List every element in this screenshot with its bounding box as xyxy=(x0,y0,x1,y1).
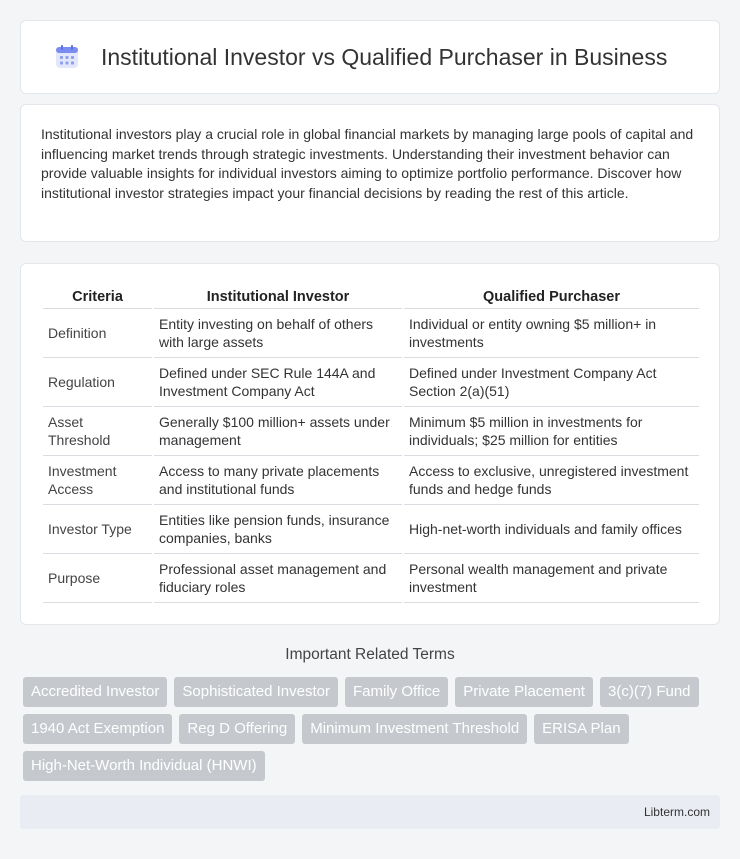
qualified-cell: Minimum $5 million in investments for individuals; $25 million for entities xyxy=(403,406,699,455)
intro-text: Institutional investors play a crucial role in global financial markets by managing large pools of capital and influencing market trends through strategic investments. Understanding their investment behavior can provide valuable insights for individual investors aiming to optimize portfolio performance. Discover how institutional investor strategies impact your financial decisions by reading the rest of this article. xyxy=(41,126,694,201)
header-institutional-investor: Institutional Investor xyxy=(153,286,403,308)
tag-sophisticated-investor[interactable]: Sophisticated Investor xyxy=(174,677,338,707)
qualified-cell: Individual or entity owning $5 million+ in investments xyxy=(403,308,699,357)
header-qualified-purchaser: Qualified Purchaser xyxy=(403,286,699,308)
tag-accredited-investor[interactable]: Accredited Investor xyxy=(23,677,167,707)
tag-3c7-fund[interactable]: 3(c)(7) Fund xyxy=(600,677,699,707)
tag-erisa-plan[interactable]: ERISA Plan xyxy=(534,714,628,744)
criteria-cell: Regulation xyxy=(43,357,153,406)
tag-family-office[interactable]: Family Office xyxy=(345,677,448,707)
tag-1940-act-exemption[interactable]: 1940 Act Exemption xyxy=(23,714,172,744)
criteria-cell: Definition xyxy=(43,308,153,357)
institutional-cell: Professional asset management and fiduciary roles xyxy=(153,553,403,602)
qualified-cell: High-net-worth individuals and family offices xyxy=(403,504,699,553)
table-row xyxy=(43,553,699,602)
table-row xyxy=(43,357,699,406)
related-terms-heading: Important Related Terms xyxy=(285,646,455,663)
page-title: Institutional Investor vs Qualified Purchaser in Business xyxy=(101,43,668,70)
header-criteria: Criteria xyxy=(43,286,153,308)
criteria-cell: Investment Access xyxy=(43,455,153,504)
tag-reg-d-offering[interactable]: Reg D Offering xyxy=(179,714,295,744)
intro-card xyxy=(20,104,720,242)
criteria-cell: Investor Type xyxy=(43,504,153,553)
table-row xyxy=(43,308,699,357)
comparison-table-card xyxy=(20,263,720,625)
criteria-cell: Asset Threshold xyxy=(43,406,153,455)
table-row xyxy=(43,504,699,553)
tag-minimum-investment-threshold[interactable]: Minimum Investment Threshold xyxy=(302,714,527,744)
related-terms-list xyxy=(23,677,703,781)
qualified-cell: Access to exclusive, unregistered investment funds and hedge funds xyxy=(403,455,699,504)
tag-hnwi[interactable]: High-Net-Worth Individual (HNWI) xyxy=(23,751,265,781)
footer xyxy=(20,795,720,829)
criteria-cell: Purpose xyxy=(43,553,153,602)
institutional-cell: Generally $100 million+ assets under management xyxy=(153,406,403,455)
institutional-cell: Entity investing on behalf of others with large assets xyxy=(153,308,403,357)
institutional-cell: Defined under SEC Rule 144A and Investment Company Act xyxy=(153,357,403,406)
qualified-cell: Personal wealth management and private investment xyxy=(403,553,699,602)
table-header-row xyxy=(43,286,699,308)
tag-private-placement[interactable]: Private Placement xyxy=(455,677,593,707)
comparison-table xyxy=(43,286,699,603)
title-card xyxy=(20,20,720,94)
footer-site-name[interactable]: Libterm.com xyxy=(643,805,710,819)
institutional-cell: Access to many private placements and institutional funds xyxy=(153,455,403,504)
qualified-cell: Defined under Investment Company Act Section 2(a)(51) xyxy=(403,357,699,406)
table-row xyxy=(43,455,699,504)
institutional-cell: Entities like pension funds, insurance companies, banks xyxy=(153,504,403,553)
table-row xyxy=(43,406,699,455)
calendar-icon xyxy=(54,44,80,70)
